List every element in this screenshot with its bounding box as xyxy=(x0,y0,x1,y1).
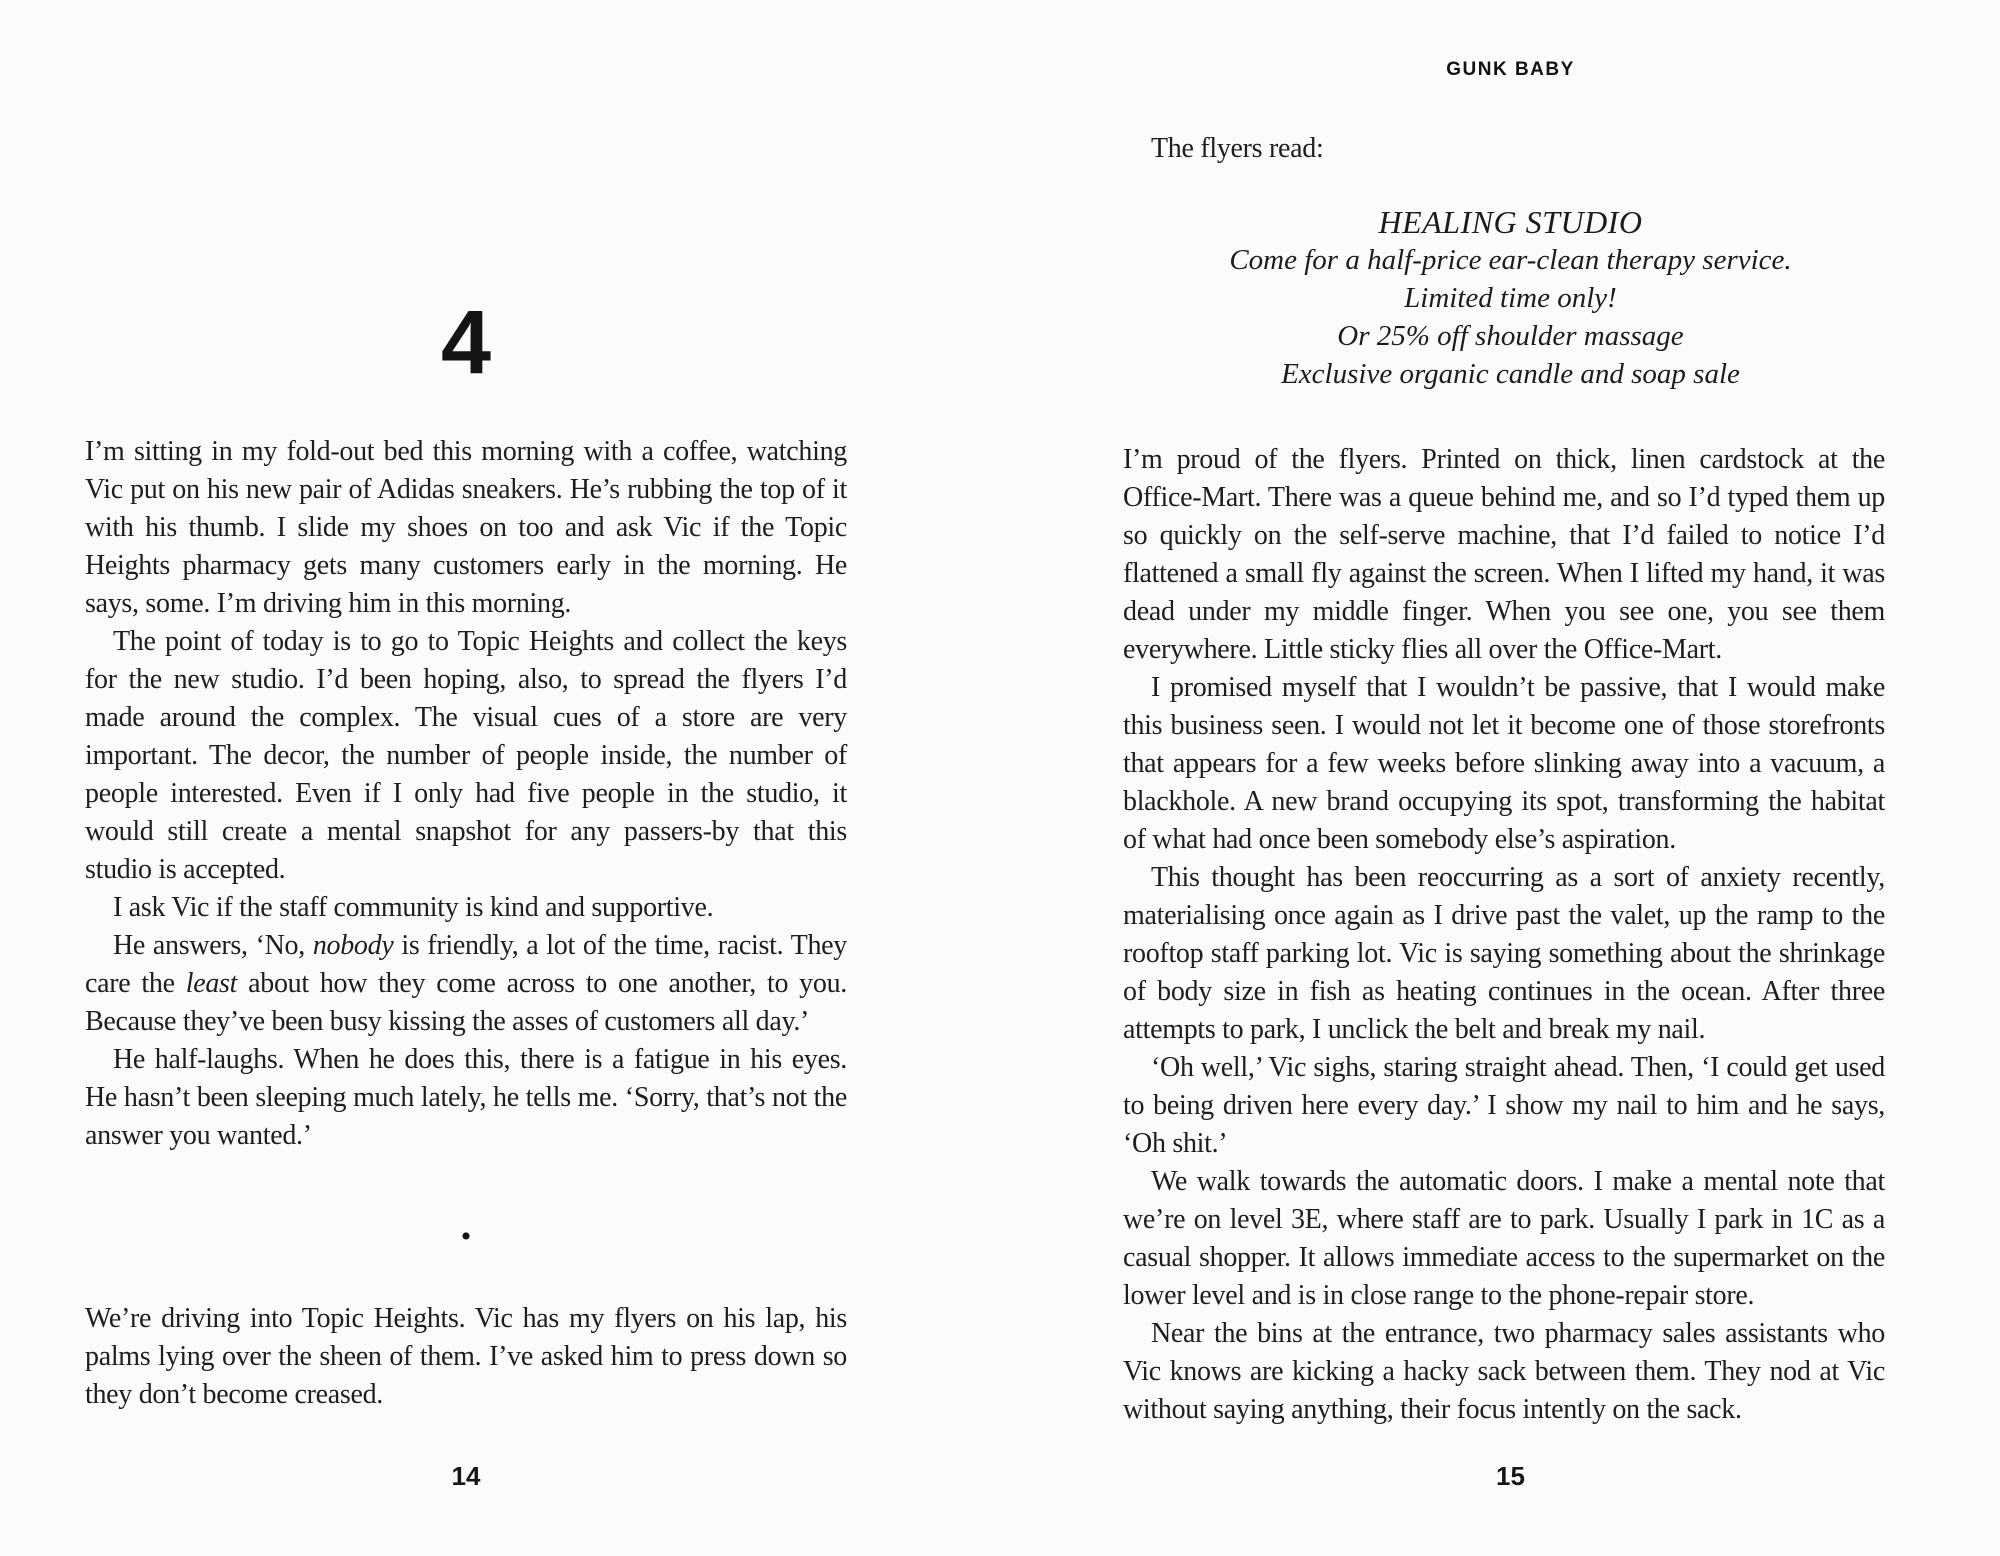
paragraph: He half-laughs. When he does this, there is a fatigue in his eyes. He hasn’t been sleeping much lately, he tells me. ‘Sorry, that’s not the answer you wanted.’ xyxy=(85,1044,847,1151)
left-page-body xyxy=(85,433,847,1155)
page-number-right: 15 xyxy=(1496,1461,1525,1491)
flyer-line: Exclusive organic candle and soap sale xyxy=(1281,358,1740,390)
section-break-bullet: • xyxy=(460,1220,472,1253)
paragraph: I’m sitting in my fold-out bed this morning with a coffee, watching Vic put on his new pair of Adidas sneakers. He’s rubbing the top of it with his thumb. I slide my shoes on too and ask Vic if the Topic Heights pharmacy gets many customers early in the morning. He says, some. I’m driving him in this morning. xyxy=(85,436,847,619)
text-segment: is friendly, a lot of the time, racist. They care the xyxy=(85,930,847,999)
paragraph: We’re driving into Topic Heights. Vic has my flyers on his lap, his palms lying over the sheen of them. I’ve asked him to press down so they don’t become creased. xyxy=(85,1303,847,1410)
running-header: GUNK BABY xyxy=(1446,59,1575,80)
paragraph: The flyers read: xyxy=(1151,133,1324,164)
paragraph: I ask Vic if the staff community is kind and supportive. xyxy=(113,892,714,923)
paragraph: We walk towards the automatic doors. I make a mental note that we’re on level 3E, where staff are to park. Usually I park in 1C as a casual shopper. It allows immediate access to the supermarket on the lower level and is in close range to the phone-repair store. xyxy=(1123,1166,1885,1311)
left-page-body-after-break xyxy=(85,1300,847,1414)
paragraph: Near the bins at the entrance, two pharmacy sales assistants who Vic knows are kicking a hacky sack between them. They nod at Vic without saying anything, their focus intently on the sack. xyxy=(1123,1318,1885,1425)
page-number-left: 14 xyxy=(451,1461,481,1491)
flyer-text-block xyxy=(1123,203,1898,393)
paragraph-he-answers xyxy=(85,927,847,1041)
chapter-number: 4 xyxy=(440,293,492,394)
italic-word-least: least xyxy=(185,968,238,999)
paragraph: The point of today is to go to Topic Heights and collect the keys for the new studio. I’d been hoping, also, to spread the flyers I’d made around the complex. The visual cues of a store are very important. The decor, the number of people inside, the number of people interested. Even if I only had five people in the studio, it would still create a mental snapshot for any passers-by that this studio is accepted. xyxy=(85,626,847,885)
paragraph: ‘Oh well,’ Vic sighs, staring straight ahead. Then, ‘I could get used to being driven here every day.’ I show my nail to him and he says, ‘Oh shit.’ xyxy=(1123,1052,1885,1159)
paragraph: This thought has been reoccurring as a sort of anxiety recently, materialising once again as I drive past the valet, up the ramp to the rooftop staff parking lot. Vic is saying something about the shrinkage of body size in fish as heating continues in the ocean. After three attempts to park, I unclick the belt and break my nail. xyxy=(1123,862,1885,1045)
flyer-title: HEALING STUDIO xyxy=(1378,204,1643,240)
paragraph: I’m proud of the flyers. Printed on thick, linen cardstock at the Office-Mart. There was a queue behind me, and so I’d typed them up so quickly on the self-serve machine, that I’d failed to notice I’d flattened a small fly against the screen. When I lifted my hand, it was dead under my middle finger. When you see one, you see them everywhere. Little sticky flies all over the Office-Mart. xyxy=(1123,444,1885,665)
italic-word-nobody: nobody xyxy=(312,930,394,961)
flyer-line: Come for a half-price ear-clean therapy service. xyxy=(1229,244,1792,276)
text-segment: He answers, ‘No, xyxy=(113,930,313,961)
flyer-line: Or 25% off shoulder massage xyxy=(1337,320,1684,352)
paragraph: I promised myself that I wouldn’t be passive, that I would make this business seen. I would not let it become one of those storefronts that appears for a few weeks before slinking away into a vacuum, a blackhole. A new brand occupying its spot, transforming the habitat of what had once been somebody else’s aspiration. xyxy=(1123,672,1885,855)
flyers-intro-block xyxy=(1123,130,1885,168)
flyer-line: Limited time only! xyxy=(1404,282,1617,314)
text-segment: about how they come across to one another, to you. Because they’ve been busy kissing the asses of customers all day.’ xyxy=(85,968,847,1037)
right-page-body xyxy=(1123,441,1885,1429)
